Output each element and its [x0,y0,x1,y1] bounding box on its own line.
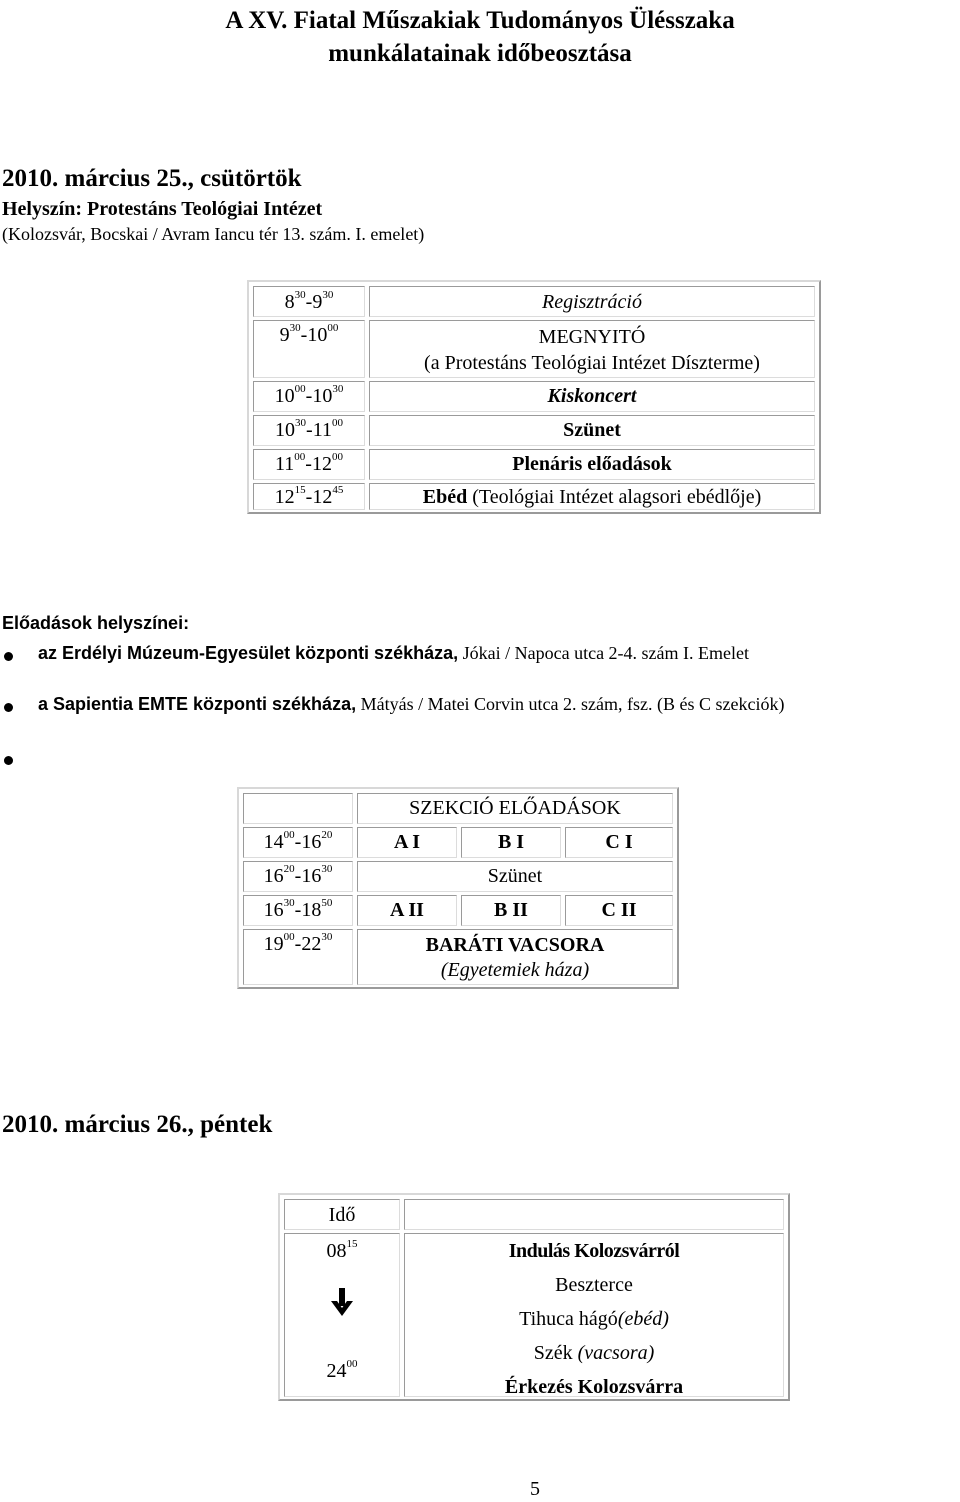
time-end: $24^{00}$ [326,1358,358,1382]
stop-item: Indulás Kolozsvárról [508,1240,680,1262]
stop-item: Szék (vacsora) [533,1342,655,1364]
section-time: $19^{00}-22^{30}$ [243,929,353,985]
day1-date: 2010. március 25., csütörtök [2,165,302,192]
stop-item: Tihuca hágó(ebéd) [519,1308,669,1330]
locations-heading: Előadások helyszínei: [2,613,190,633]
section-b: B I [461,827,561,858]
schedule-time: $10^{30}-11^{00}$ [253,415,365,446]
sections-table [237,787,679,989]
section-a: A II [357,895,457,926]
stop-item: Beszterce [555,1274,633,1296]
section-c: C I [565,827,673,858]
day1-schedule-table [247,280,821,514]
schedule-time: $11^{00}-12^{00}$ [253,449,365,480]
bullet-icon [4,652,13,661]
location-item: a Sapientia EMTE központi székháza, Mátyás / Matei Corvin utca 2. szám, fsz. (B és C szekciók) [38,694,785,714]
schedule-event: Regisztráció [369,286,815,317]
location-item: az Erdélyi Múzeum-Egyesület központi székháza, Jókai / Napoca utca 2-4. szám I. Emelet [38,643,750,663]
section-time: $16^{20}-16^{30}$ [243,861,353,892]
section-a: A I [357,827,457,858]
time-header: Idő [284,1199,400,1230]
bullet-icon [4,703,13,712]
section-break: Szünet [357,861,673,892]
schedule-event: Kiskoncert [369,381,815,412]
time-start: $08^{15}$ [326,1238,358,1262]
arrow-down-icon [285,1288,399,1324]
schedule-event: Szünet [369,415,815,446]
section-time: $14^{00}-16^{20}$ [243,827,353,858]
section-c: C II [565,895,673,926]
stops-header-cell [404,1199,784,1230]
sections-header: SZEKCIÓ ELŐADÁSOK [357,793,673,824]
section-dinner: BARÁTI VACSORA (Egyetemiek háza) [357,929,673,985]
schedule-event: Plenáris előadások [369,449,815,480]
time-range-cell [284,1233,400,1397]
day2-date: 2010. március 26., péntek [2,1111,273,1138]
day1-venue: Helyszín: Protestáns Teológiai Intézet [2,198,323,220]
sections-corner-cell [243,793,353,824]
trip-table [278,1193,790,1401]
section-b: B II [461,895,561,926]
document-title-line2: munkálatainak időbeosztása [328,40,632,67]
stop-item: Érkezés Kolozsvárra [504,1376,684,1398]
schedule-time: $12^{15}-12^{45}$ [253,483,365,510]
schedule-time: $9^{30}-10^{00}$ [253,320,365,378]
schedule-time: $8^{30}-9^{30}$ [253,286,365,317]
document-title-line1: A XV. Fiatal Műszakiak Tudományos Ülésszaka [225,7,735,34]
schedule-time: $10^{00}-10^{30}$ [253,381,365,412]
day1-venue-address: (Kolozsvár, Bocskai / Avram Iancu tér 13. szám. I. emelet) [2,224,425,244]
page-number: 5 [530,1478,540,1500]
schedule-event: MEGNYITÓ (a Protestáns Teológiai Intézet Díszterme) [369,320,815,378]
schedule-event: Ebéd (Teológiai Intézet alagsori ebédlője) [369,483,815,510]
section-time: $16^{30}-18^{50}$ [243,895,353,926]
stops-cell [404,1233,784,1397]
bullet-icon [4,756,13,765]
